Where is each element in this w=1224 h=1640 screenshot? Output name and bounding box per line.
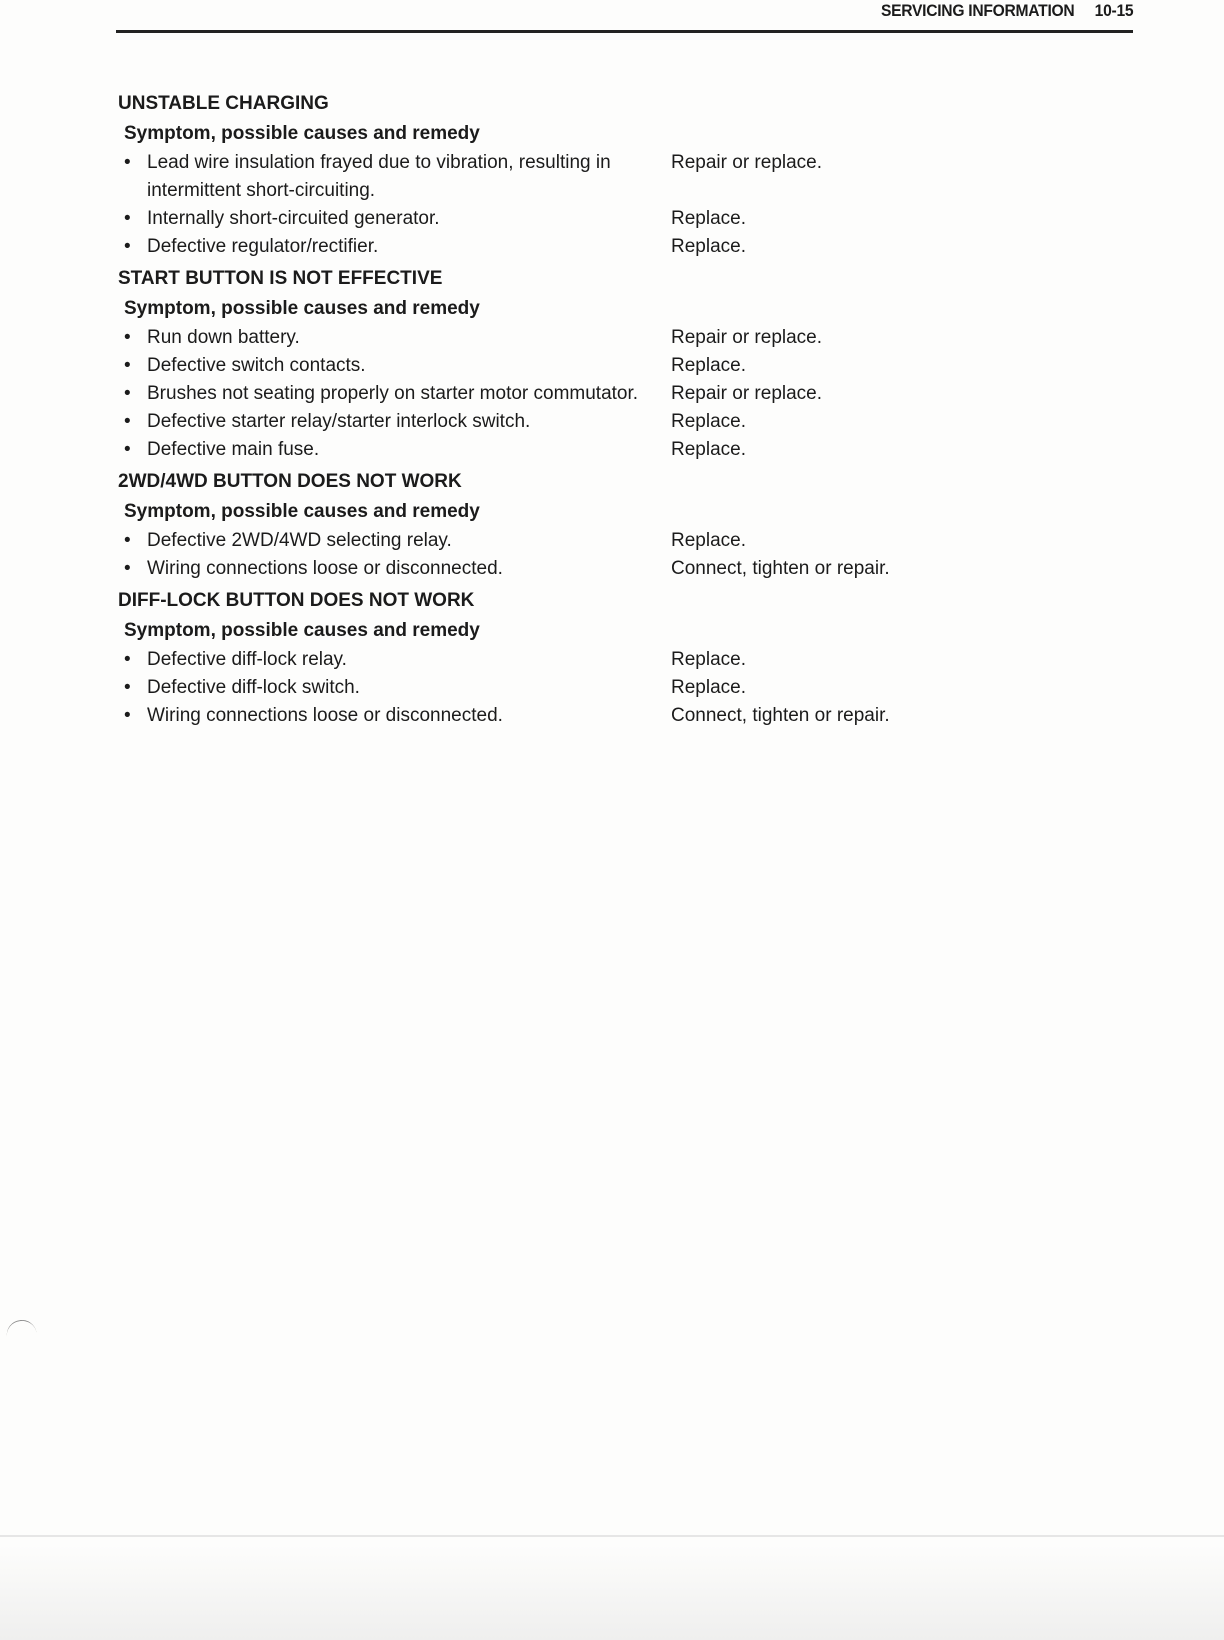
section-title: 2WD/4WD BUTTON DOES NOT WORK	[118, 471, 462, 492]
cause-label: Defective main fuse.	[147, 439, 320, 460]
symptom-row	[118, 205, 1118, 233]
cause-label: Lead wire insulation frayed due to vibration, resulting in intermittent short-circuiting.	[147, 152, 611, 201]
cause-label: Defective regulator/rectifier.	[147, 236, 379, 257]
bullet-icon: •	[124, 236, 131, 257]
header-text	[881, 1, 1133, 21]
bullet-icon: •	[124, 152, 131, 173]
cause-label: Defective switch contacts.	[147, 355, 366, 376]
bullet-icon: •	[124, 383, 131, 404]
cause-text	[118, 380, 671, 408]
remedy-text: Repair or replace.	[671, 383, 823, 404]
section-unstable-charging	[118, 90, 1118, 261]
bullet-icon: •	[124, 558, 131, 579]
page-header	[116, 0, 1133, 33]
symptom-row	[118, 702, 1118, 730]
section-subtitle: Symptom, possible causes and remedy	[124, 298, 480, 319]
remedy-text: Connect, tighten or repair.	[671, 558, 890, 579]
page-bottom-shade	[0, 1545, 1224, 1640]
document-body	[118, 90, 1118, 730]
symptom-row	[118, 527, 1118, 555]
page-number: 10-15	[1094, 1, 1133, 20]
bottom-rule	[0, 1535, 1224, 1537]
cause-text	[118, 324, 671, 352]
remedy-text: Replace.	[671, 411, 746, 432]
section-subtitle: Symptom, possible causes and remedy	[124, 620, 480, 641]
remedy-text: Connect, tighten or repair.	[671, 705, 890, 726]
cause-text	[118, 408, 671, 436]
remedy-text: Repair or replace.	[671, 327, 823, 348]
bullet-icon: •	[124, 649, 131, 670]
symptom-row	[118, 555, 1118, 583]
cause-label: Defective starter relay/starter interlock switch.	[147, 411, 531, 432]
bullet-icon: •	[124, 208, 131, 229]
cause-text	[118, 674, 671, 702]
cause-label: Internally short-circuited generator.	[147, 208, 440, 229]
section-start-button	[118, 265, 1118, 464]
symptom-row	[118, 233, 1118, 261]
symptom-row	[118, 674, 1118, 702]
symptom-row	[118, 646, 1118, 674]
symptom-row	[118, 380, 1118, 408]
bullet-icon: •	[124, 355, 131, 376]
symptom-row	[118, 149, 1118, 205]
symptom-row	[118, 408, 1118, 436]
remedy-text: Replace.	[671, 530, 746, 551]
remedy-text: Repair or replace.	[671, 152, 823, 173]
remedy-text: Replace.	[671, 677, 746, 698]
cause-text	[118, 205, 671, 233]
cause-text	[118, 352, 671, 380]
section-2wd-4wd-button	[118, 468, 1118, 583]
bullet-icon: •	[124, 677, 131, 698]
remedy-text: Replace.	[671, 649, 746, 670]
cause-text	[118, 555, 671, 583]
section-diff-lock-button	[118, 587, 1118, 730]
cause-label: Defective diff-lock switch.	[147, 677, 360, 698]
cause-text	[118, 149, 671, 205]
bullet-icon: •	[124, 530, 131, 551]
cause-text	[118, 702, 671, 730]
cause-label: Brushes not seating properly on starter motor commutator.	[147, 383, 639, 404]
cause-text	[118, 233, 671, 261]
section-title: DIFF-LOCK BUTTON DOES NOT WORK	[118, 590, 475, 611]
bullet-icon: •	[124, 327, 131, 348]
remedy-text: Replace.	[671, 208, 746, 229]
bullet-icon: •	[124, 705, 131, 726]
symptom-row	[118, 436, 1118, 464]
bullet-icon: •	[124, 411, 131, 432]
symptom-row	[118, 352, 1118, 380]
cause-label: Defective 2WD/4WD selecting relay.	[147, 530, 452, 551]
margin-mark	[5, 1318, 37, 1341]
cause-label: Wiring connections loose or disconnected.	[147, 558, 503, 579]
header-title: SERVICING INFORMATION	[880, 1, 1075, 20]
section-title: UNSTABLE CHARGING	[118, 93, 329, 114]
remedy-text: Replace.	[671, 439, 746, 460]
remedy-text: Replace.	[671, 355, 746, 376]
cause-label: Wiring connections loose or disconnected.	[147, 705, 503, 726]
bullet-icon: •	[124, 439, 131, 460]
cause-text	[118, 646, 671, 674]
section-subtitle: Symptom, possible causes and remedy	[124, 501, 480, 522]
symptom-row	[118, 324, 1118, 352]
remedy-text: Replace.	[671, 236, 746, 257]
cause-text	[118, 436, 671, 464]
cause-text	[118, 527, 671, 555]
cause-label: Defective diff-lock relay.	[147, 649, 347, 670]
cause-label: Run down battery.	[147, 327, 300, 348]
section-subtitle: Symptom, possible causes and remedy	[124, 123, 480, 144]
section-title: START BUTTON IS NOT EFFECTIVE	[118, 268, 443, 289]
